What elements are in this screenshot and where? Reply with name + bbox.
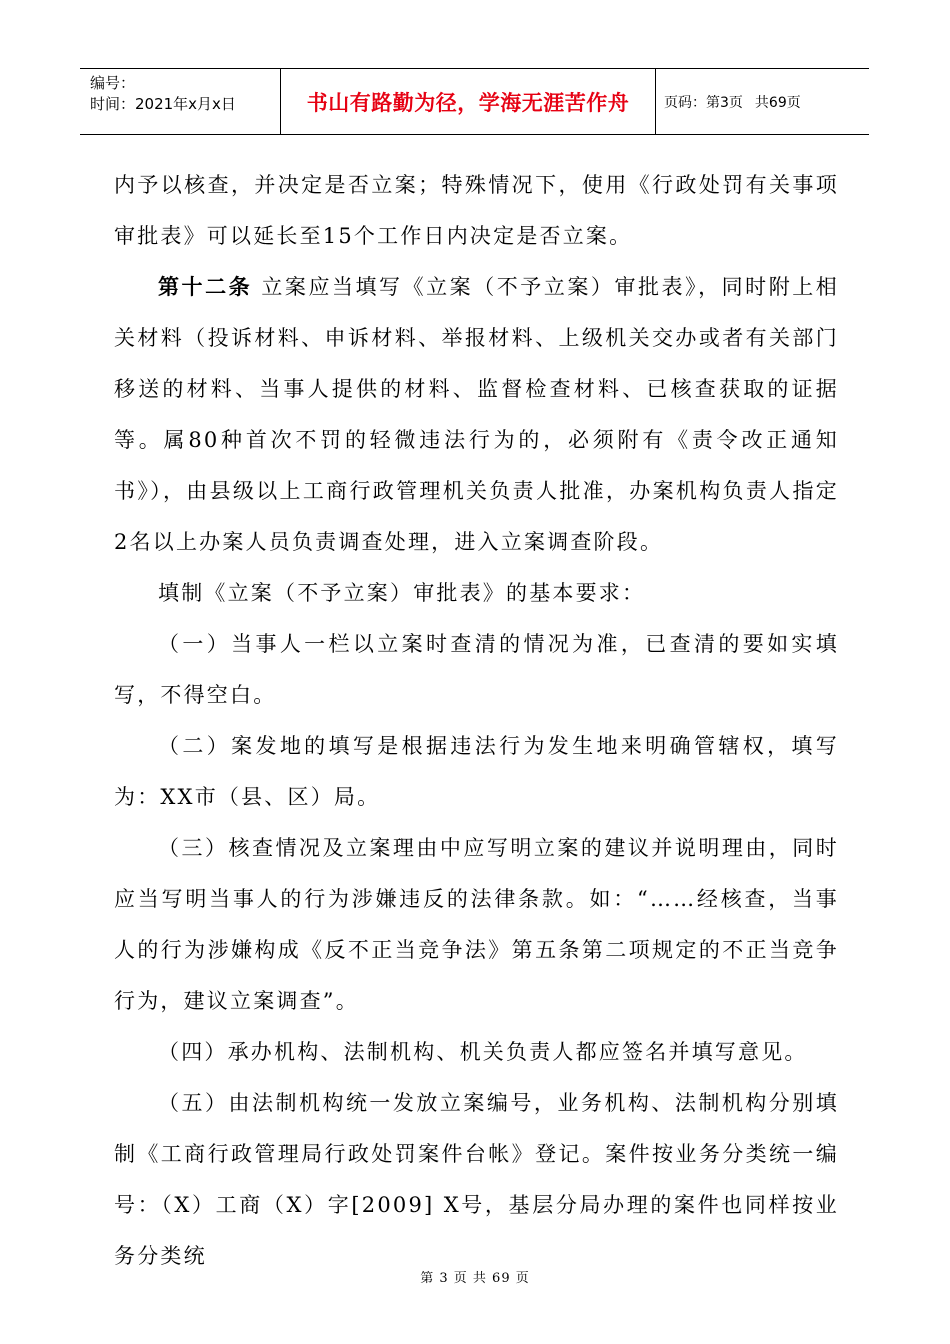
document-body (114, 160, 839, 1282)
header-meta (80, 69, 281, 134)
paragraph: 内予以核查，并决定是否立案；特殊情况下，使用《行政处罚有关事项审批表》可以延长至15个工作日内决定是否立案。 (114, 173, 839, 248)
paragraph: 填制《立案（不予立案）审批表》的基本要求： (158, 581, 646, 605)
header-page-total: 共69页 (754, 94, 801, 111)
page-footer: 第 3 页 共 69 页 (420, 1271, 530, 1286)
list-item: （二）案发地的填写是根据违法行为发生地来明确管辖权，填写为：XX市（县、区）局。 (114, 734, 839, 809)
header-page-info (656, 69, 869, 134)
list-item: （一）当事人一栏以立案时查清的情况为准，已查清的要如实填写，不得空白。 (114, 632, 839, 707)
header-motto: 书山有路勤为径，学海无涯苦作舟 (281, 69, 656, 134)
article-heading: 第十二条 (158, 275, 253, 299)
header-page-number: 页码：第3页 (664, 94, 743, 111)
document-date: 时间：2021年x月x日 (90, 95, 236, 113)
page-header (80, 68, 869, 135)
list-item: （四）承办机构、法制机构、机关负责人都应签名并填写意见。 (158, 1040, 808, 1064)
article-paragraph (114, 262, 839, 568)
document-number: 编号： (90, 74, 136, 92)
article-text: 立案应当填写《立案（不予立案）审批表》，同时附上相关材料（投诉材料、申诉材料、举报材料、上级机关交办或者有关部门移送的材料、当事人提供的材料、监督检查材料、已核查获取的证据等。属80种首次不罚的轻微违法行为的，必须附有《责令改正通知书》），由县级以上工商行政管理机关负责人批准，办案机构负责人指定2名以上办案人员负责调查处理，进入立案调查阶段。 (114, 275, 839, 554)
list-item: （三）核查情况及立案理由中应写明立案的建议并说明理由，同时应当写明当事人的行为涉嫌违反的法律条款。如：“……经核查，当事人的行为涉嫌构成《反不正当竞争法》第五条第二项规定的不正当竞争行为，建议立案调查”。 (114, 836, 839, 1013)
list-item: （五）由法制机构统一发放立案编号，业务机构、法制机构分别填制《工商行政管理局行政处罚案件台帐》登记。案件按业务分类统一编号：（X）工商（X）字[2009] X号，基层分局办理的案件也同样按业务分类统 (114, 1091, 839, 1268)
